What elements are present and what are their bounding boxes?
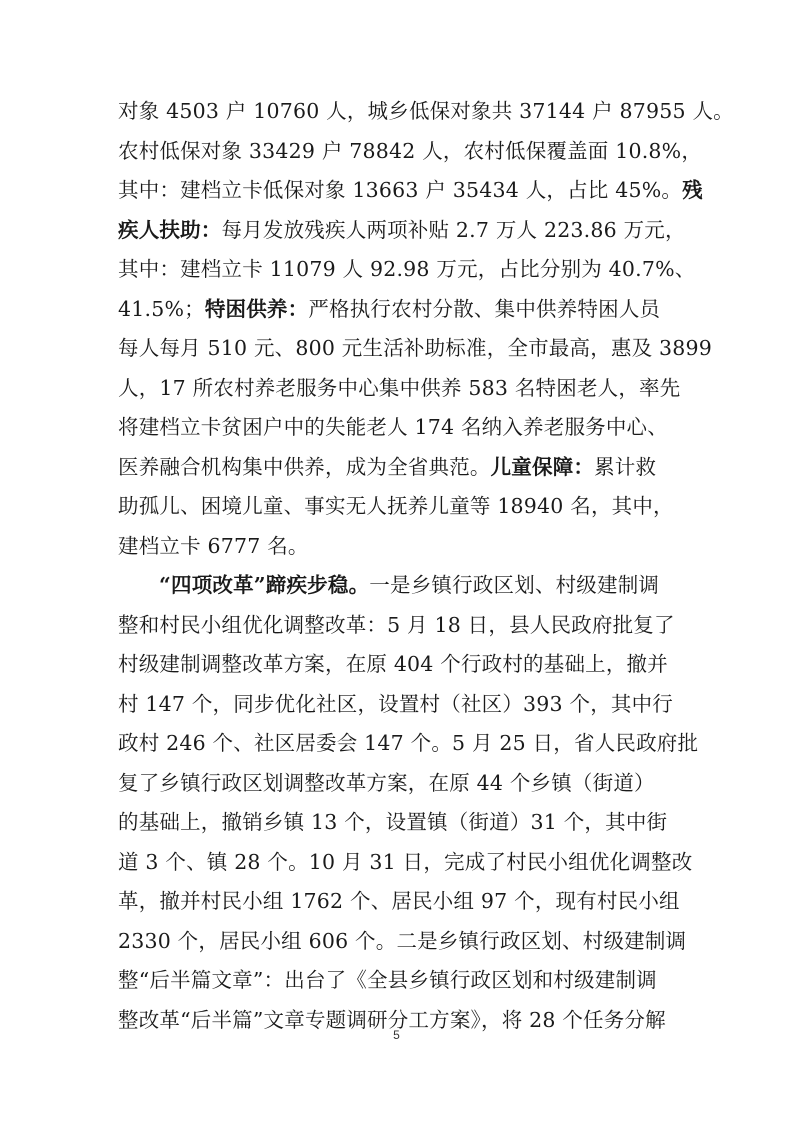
text-line <box>118 369 681 409</box>
text-run: 一是乡镇行政区划、村级建制调 <box>369 573 660 597</box>
text-line <box>118 92 734 132</box>
text-line <box>118 211 686 251</box>
text-line <box>118 132 703 172</box>
text-line <box>118 329 712 369</box>
bold-heading-run: 疾人扶助： <box>118 217 222 242</box>
bold-heading-run: 残 <box>682 178 703 202</box>
text-run: 医养融合机构集中供养，成为全省典范。 <box>118 454 491 479</box>
text-line <box>118 606 678 646</box>
text-run: 严格执行农村分散、集中供养特困人员 <box>308 296 661 321</box>
text-line <box>118 803 678 843</box>
text-run: 道 3 个、镇 28 个。10 月 31 日，完成了村民小组优化调整改 <box>118 849 693 874</box>
text-run: 每人每月 510 元、800 元生活补助标准，全市最高，惠及 3899 <box>118 336 712 360</box>
bold-heading-run: 特困供养： <box>204 296 309 321</box>
text-line <box>118 290 678 330</box>
page-number: 5 <box>393 1028 400 1042</box>
text-run: 整“后半篇文章”：出台了《全县乡镇行政区划和村级建制调 <box>118 968 657 992</box>
text-run: 累计救 <box>594 454 657 479</box>
text-run: 将建档立卡贫困户中的失能老人 174 名纳入养老服务中心、 <box>118 415 668 439</box>
text-line <box>118 882 678 922</box>
text-line <box>118 487 678 527</box>
text-line <box>118 171 703 211</box>
text-line <box>118 408 678 448</box>
text-line <box>118 922 687 962</box>
text-line <box>118 527 678 567</box>
text-line <box>118 843 693 883</box>
text-line <box>118 566 678 606</box>
text-line <box>118 961 678 1001</box>
text-line <box>118 724 699 764</box>
text-run: 其中：建档立卡低保对象 13663 户 35434 人，占比 45%。 <box>118 178 683 202</box>
text-line <box>118 250 696 290</box>
text-run: 41.5%； <box>118 296 205 321</box>
text-line <box>118 764 678 804</box>
text-run: 村级建制调整改革方案，在原 404 个行政村的基础上，撤并 <box>118 652 668 676</box>
text-run: 其中：建档立卡 11079 人 92.98 万元，占比分别为 40.7%、 <box>118 257 696 281</box>
text-run: 政村 246 个、社区居委会 147 个。5 月 25 日，省人民政府批 <box>118 731 699 755</box>
bold-heading-run: 儿童保障： <box>490 454 595 479</box>
text-run: 助孤儿、困境儿童、事实无人抚养儿童等 18940 名，其中， <box>118 494 674 518</box>
bold-heading-run: “四项改革”蹄疾步稳。 <box>159 573 370 597</box>
text-run: 革，撤并村民小组 1762 个、居民小组 97 个，现有村民小组 <box>118 889 680 913</box>
text-run: 整改革“后半篇”文章专题调研分工方案》，将 28 个任务分解 <box>118 1007 666 1032</box>
text-run: 农村低保对象 33429 户 78842 人，农村低保覆盖面 10.8%， <box>118 138 703 163</box>
text-run: 对象 4503 户 10760 人，城乡低保对象共 37144 户 87955 人。 <box>118 99 734 123</box>
text-run: 每月发放残疾人两项补贴 2.7 万人 223.86 万元， <box>221 217 686 242</box>
text-line <box>118 645 678 685</box>
text-run: 复了乡镇行政区划调整改革方案，在原 44 个乡镇（街道） <box>118 770 655 795</box>
text-run: 建档立卡 6777 名。 <box>118 533 309 558</box>
body-text <box>118 92 734 1040</box>
text-line <box>118 685 678 725</box>
text-run: 村 147 个，同步优化社区，设置村（社区）393 个，其中行 <box>118 691 674 716</box>
text-run: 2330 个，居民小组 606 个。二是乡镇行政区划、村级建制调 <box>118 928 687 953</box>
text-run: 人，17 所农村养老服务中心集中供养 583 名特困老人，率先 <box>118 375 681 400</box>
text-run: 整和村民小组优化调整改革：5 月 18 日，县人民政府批复了 <box>118 612 675 637</box>
text-line <box>118 448 678 488</box>
text-run: 的基础上，撤销乡镇 13 个，设置镇（街道）31 个，其中街 <box>118 810 668 834</box>
